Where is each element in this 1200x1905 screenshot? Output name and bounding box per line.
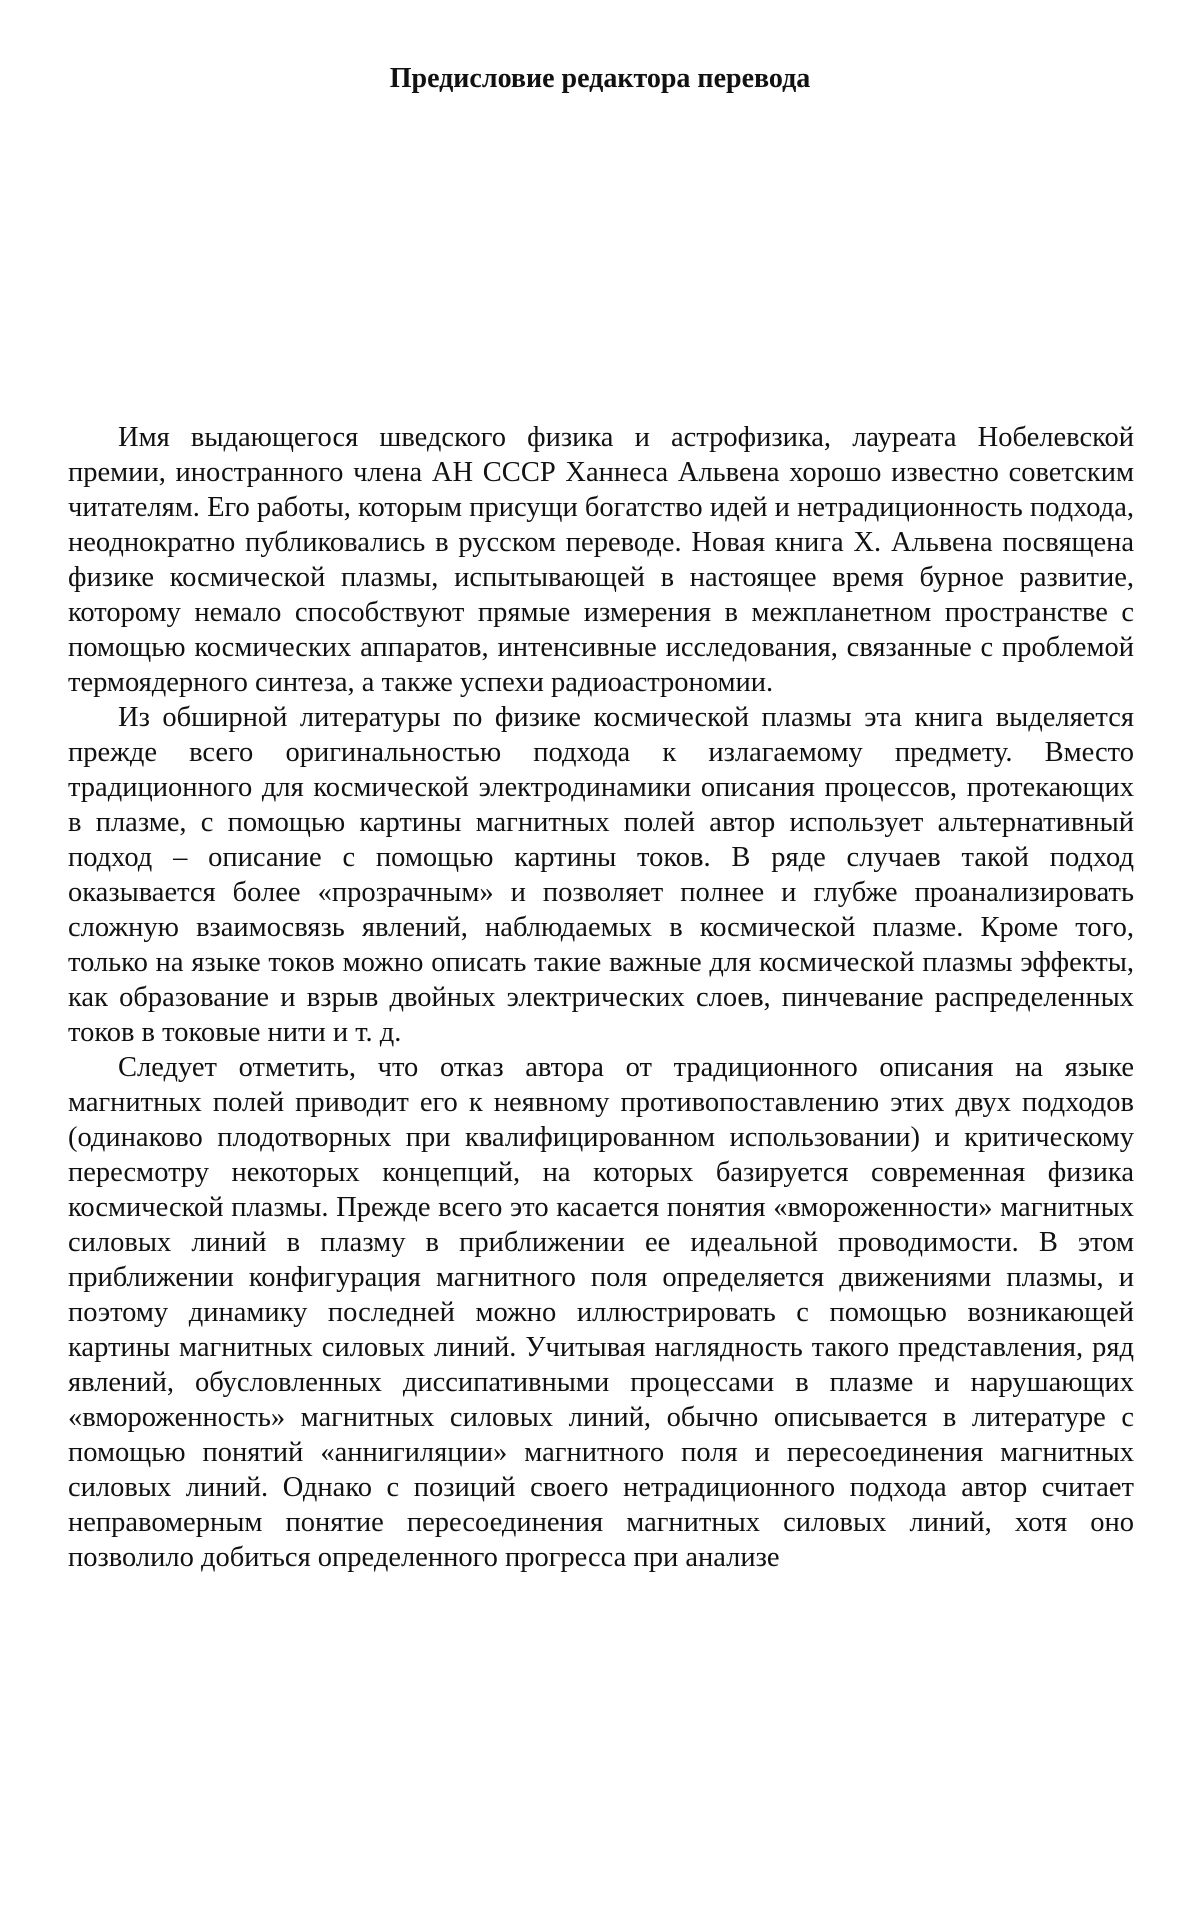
paragraph-2: Из обширной литературы по физике космической плазмы эта книга выделяется прежде всего оригинальностью подхода к излагаемому предмету. Вместо традиционного для космической электродинамики описания процессов, протекающих в плазме, с помощью картины магнитных полей автор использует альтернативный подход – описание с помощью картины токов. В ряде случаев такой подход оказывается более «прозрачным» и позволяет полнее и глубже проанализировать сложную взаимосвязь явлений, наблюдаемых в космической плазме. Кроме того, только на языке токов можно описать такие важные для космической плазмы эффекты, как образование и взрыв двойных электрических слоев, пинчевание распределенных токов в токовые нити и т. д. [68, 702, 1134, 1048]
body-text [68, 420, 1134, 1575]
paragraph-1: Имя выдающегося шведского физика и астрофизика, лауреата Нобелевской премии, иностранного члена АН СССР Ханнеса Альвена хорошо известно советским читателям. Его работы, которым присущи богатство идей и нетрадиционность подхода, неоднократно публиковались в русском переводе. Новая книга Х. Альвена посвящена физике космической плазмы, испытывающей в настоящее время бурное развитие, которому немало способствуют прямые измерения в межпланетном пространстве с помощью космических аппаратов, интенсивные исследования, связанные с проблемой термоядерного синтеза, а также успехи радиоастрономии. [68, 422, 1134, 698]
paragraph-3: Следует отметить, что отказ автора от традиционного описания на языке магнитных полей приводит его к неявному противопоставлению этих двух подходов (одинаково плодотворных при квалифицированном использовании) и критическому пересмотру некоторых концепций, на которых базируется современная физика космической плазмы. Прежде всего это касается понятия «вмороженности» магнитных силовых линий в плазму в приближении ее идеальной проводимости. В этом приближении конфигурация магнитного поля определяется движениями плазмы, и поэтому динамику последней можно иллюстрировать с помощью возникающей картины магнитных силовых линий. Учитывая наглядность такого представления, ряд явлений, обусловленных диссипативными процессами в плазме и нарушающих «вмороженность» магнитных силовых линий, обычно описывается в литературе с помощью понятий «аннигиляции» магнитного поля и пересоединения магнитных силовых линий. Однако с позиций своего нетрадиционного подхода автор считает неправомерным понятие пересоединения магнитных силовых линий, хотя оно позволило добиться определенного прогресса при анализе [68, 1052, 1134, 1573]
page-title: Предисловие редактора перевода [389, 63, 811, 94]
